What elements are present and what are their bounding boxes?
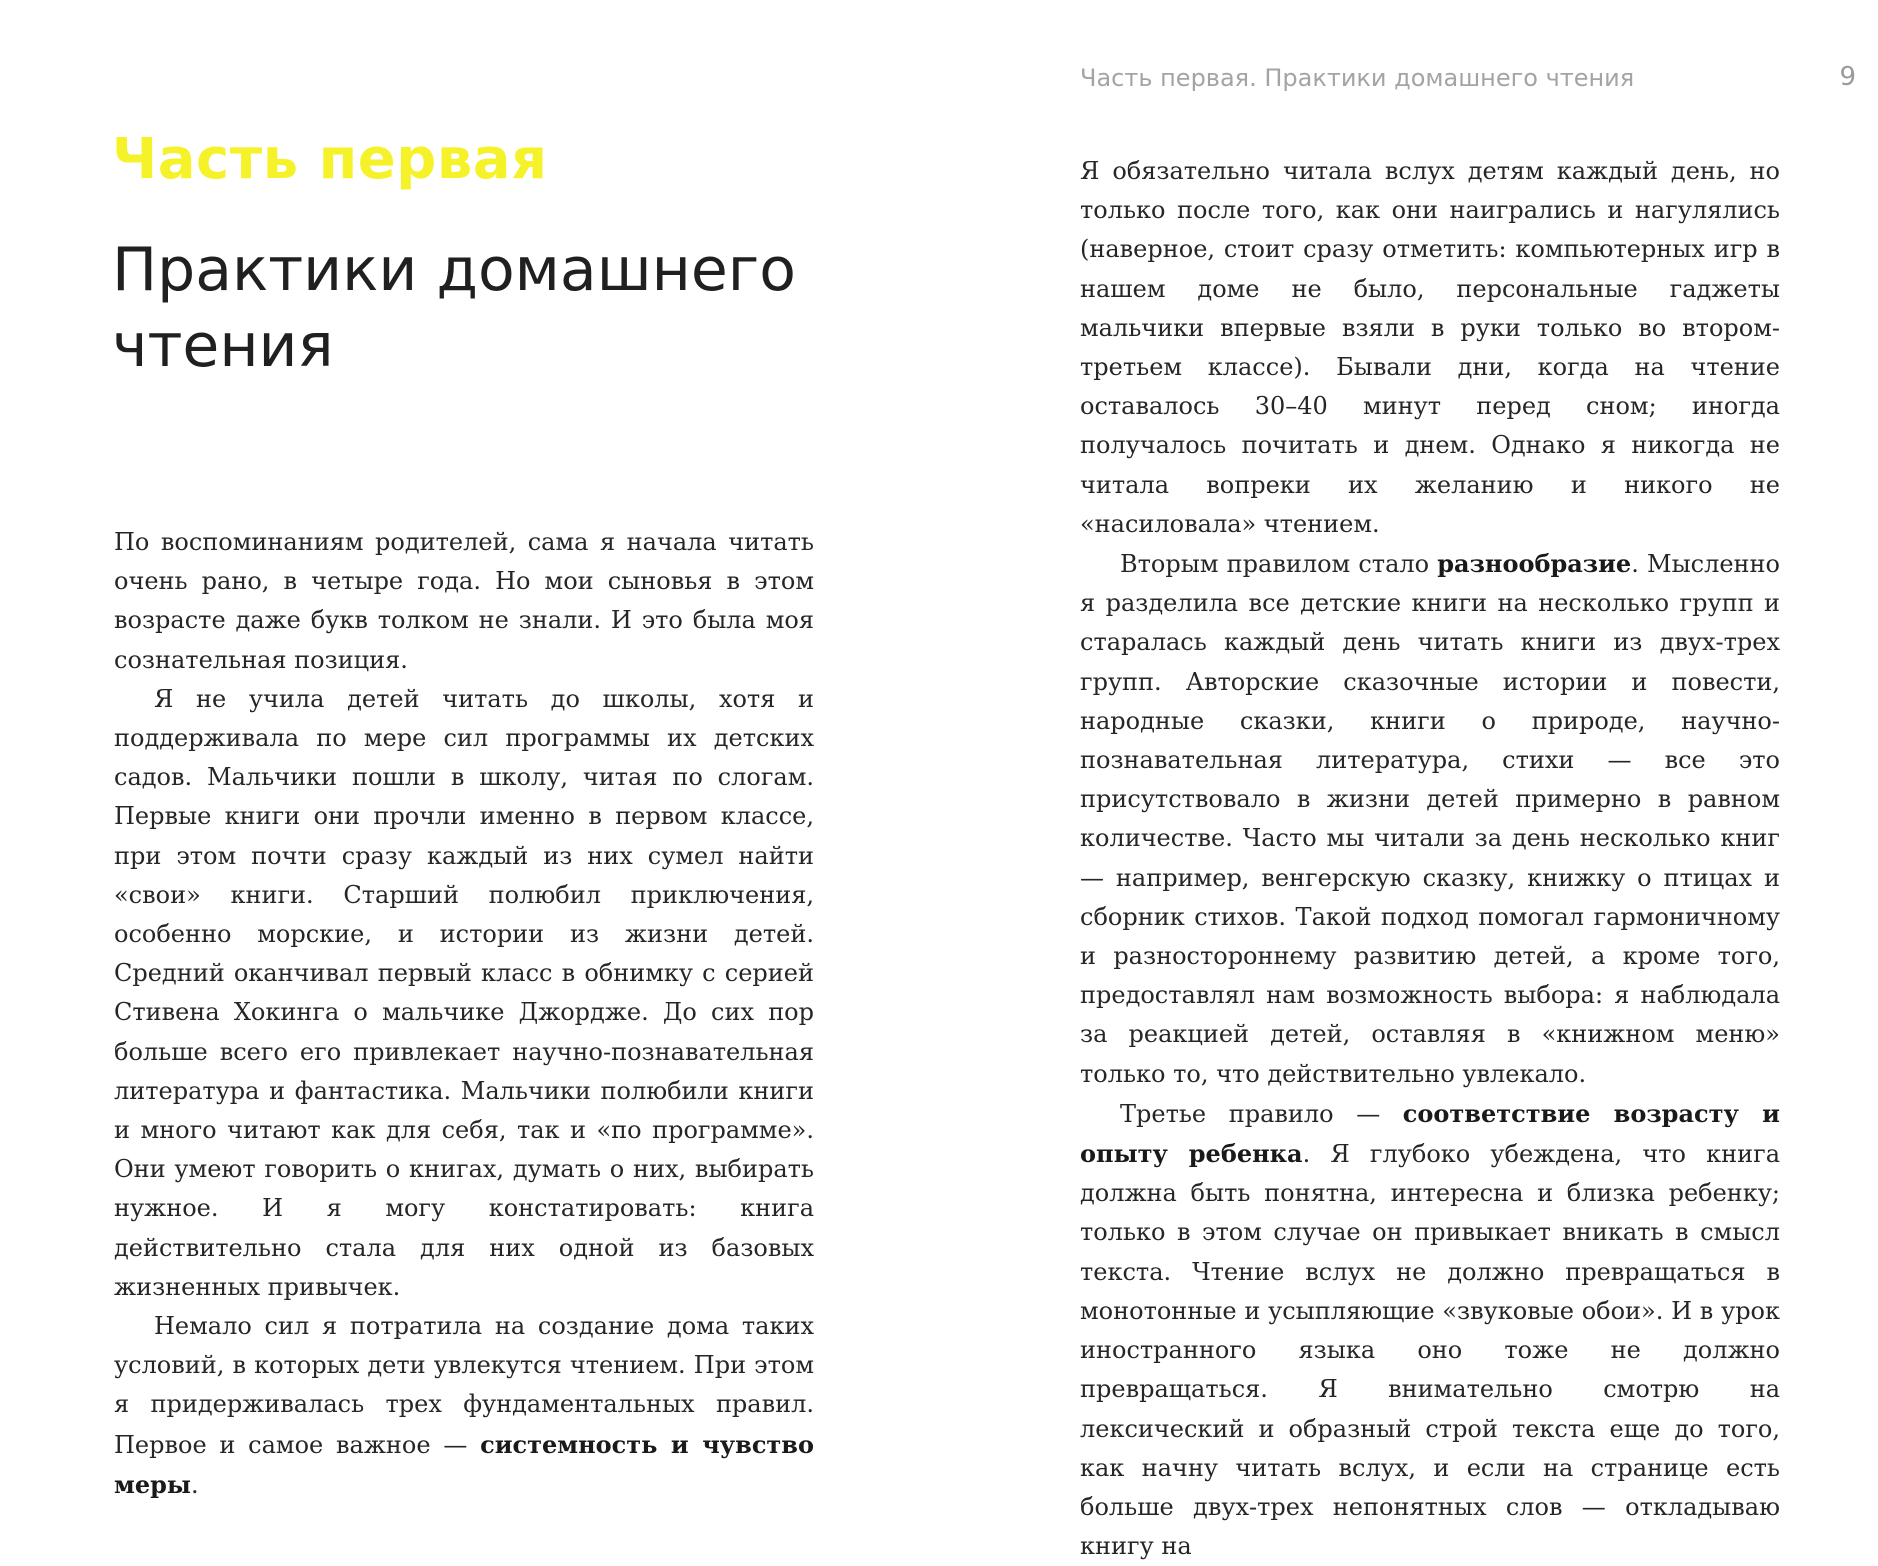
- chapter-title: Практики домашнего чтения: [112, 235, 796, 381]
- page-number: 9: [1839, 62, 1856, 92]
- paragraph-text: Немало сил я потратила на создание дома таких условий, в которых дети увлекутся чтением. При этом я придерживалась трех фундаментальных правил. Первое и самое важное —: [114, 1312, 814, 1459]
- paragraph: По воспоминаниям родителей, сама я начала читать очень рано, в четыре года. Но мои сыновья в этом возрасте даже букв толком не знали. И это была моя сознательная позиция.: [114, 528, 814, 674]
- part-label: Часть первая: [112, 127, 548, 192]
- paragraph-text: Третье правило —: [1120, 1099, 1403, 1128]
- paragraph: Я обязательно читала вслух детям каждый день, но только после того, как они наигрались и нагулялись (наверное, стоит сразу отметить: компьютерных игр в нашем доме не было, персональные гаджеты мальчики впервые взяли в руки только во втором-третьем классе). Бывали дни, когда на чтение оставалось 30–40 минут перед сном; иногда получалось почитать и днем. Однако я никогда не читала вопреки их желанию и никого не «насиловала» чтением.: [1080, 157, 1780, 538]
- bold-term: системность и чувство меры: [114, 1429, 814, 1499]
- left-body-text: [114, 523, 814, 1505]
- paragraph: [1080, 1094, 1780, 1566]
- paragraph: [114, 1307, 814, 1505]
- paragraph: [1080, 544, 1780, 1094]
- paragraph-text: .: [190, 1470, 199, 1499]
- paragraph-text: . Я глубоко убеждена, что книга должна быть понятна, интересна и близка ребенку; только в этом случае он привыкает вникать в смысл текста. Чтение вслух не должно превращаться в монотонные и усыпляющие «звуковые обои». И в урок иностранного языка оно тоже не должно превращаться. Я внимательно смотрю на лексический и образный строй текста еще до того, как начну читать вслух, и если на странице есть больше двух-трех непонятных слов — откладываю книгу на: [1080, 1140, 1781, 1561]
- right-page: [939, 0, 1878, 1561]
- running-head: Часть первая. Практики домашнего чтения: [1080, 64, 1635, 92]
- bold-term: разнообразие: [1437, 549, 1632, 579]
- paragraph: Я не учила детей читать до школы, хотя и поддерживала по мере сил программы их детских садов. Мальчики пошли в школу, читая по слогам. Первые книги они прочли именно в первом классе, при этом почти сразу каждый из них сумел найти «свои» книги. Старший полюбил приключения, особенно морские, и истории из жизни детей. Средний оканчивал первый класс в обнимку с серией Стивена Хокинга о мальчике Джордже. До сих пор больше всего его привлекает научно-познавательная литература и фантастика. Мальчики полюбили книги и много читают как для себя, так и «по программе». Они умеют говорить о книгах, думать о них, выбирать нужное. И я могу констатировать: книга действительно стала для них одной из базовых жизненных привычек.: [114, 684, 814, 1301]
- right-body-text: [1080, 152, 1780, 1566]
- paragraph-text: . Мысленно я разделила все детские книги на несколько групп и старалась каждый день читать книги из двух-трех групп. Авторские сказочные истории и повести, народные сказки, книги о природе, научно-познавательная литература, стихи — все это присутствовало в жизни детей примерно в равном количестве. Часто мы читали за день несколько книг — например, венгерскую сказку, книжку о птицах и сборник стихов. Такой подход помогал гармоничному и разностороннему развитию детей, а кроме того, предоставлял нам возможность выбора: я наблюдала за реакцией детей, оставляя в «книжном меню» только то, что действительно увлекало.: [1080, 550, 1780, 1088]
- bold-term: соответствие возрасту и опыту ребенка: [1080, 1098, 1780, 1169]
- paragraph-text: Вторым правилом стало: [1120, 550, 1438, 579]
- left-page: [0, 0, 939, 1499]
